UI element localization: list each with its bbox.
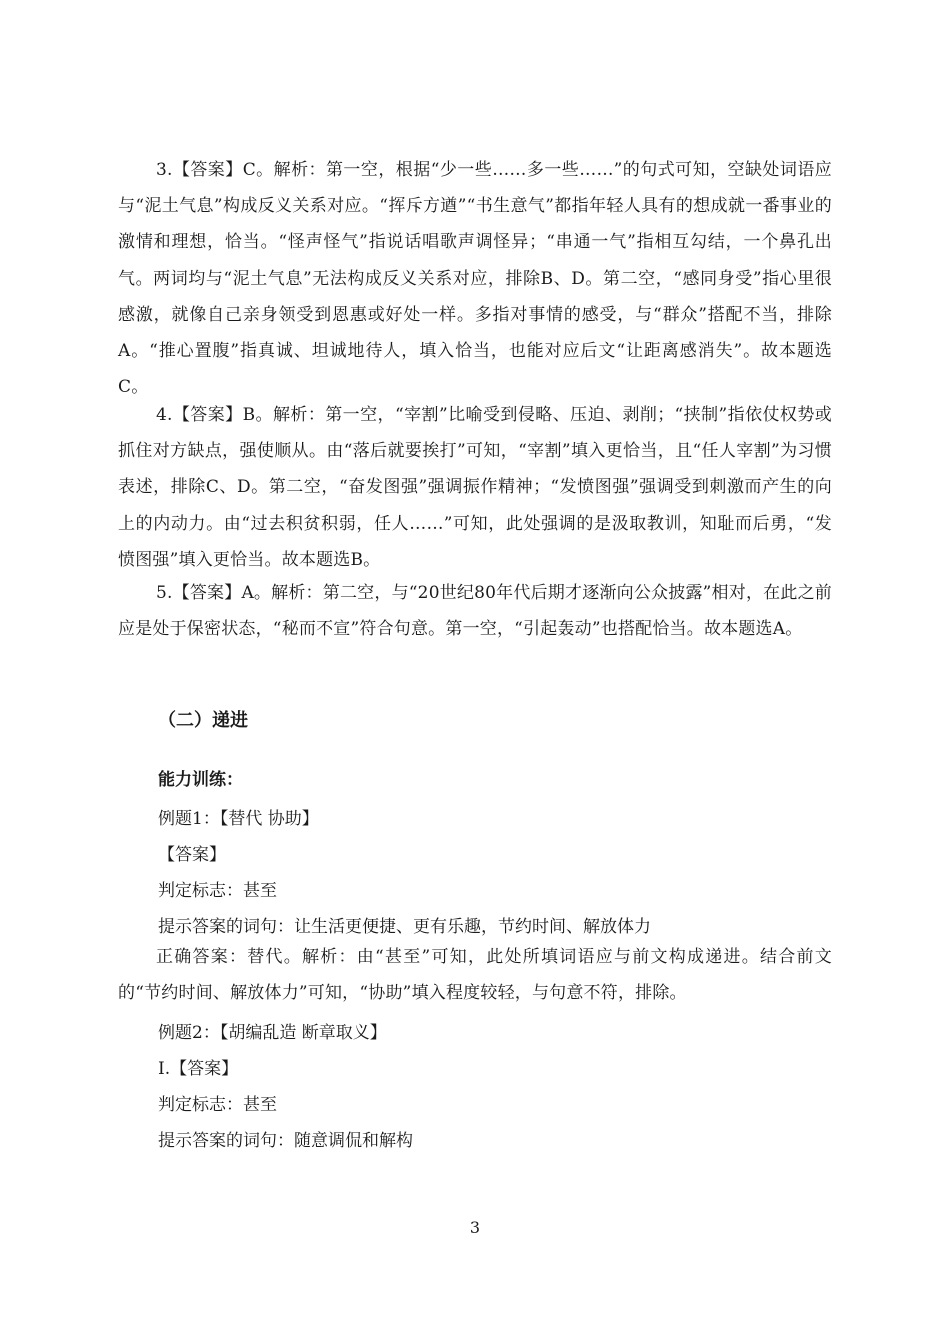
paragraph-text: 4.【答案】B。解析：第一空，“宰割”比喻受到侵略、压迫、剥削；“挟制”指依仗权势或抓住对方缺点，强使顺从。由“落后就要挨打”可知，“宰割”填入更恰当，且“任人宰割”为习惯表述，排除C、D。第二空，“奋发图强”强调振作精神；“发愤图强”强调受到刺激而产生的向上的内动力。由“过去积贫积弱，任人……”可知，此处强调的是汲取教训，知耻而后勇，“发愤图强”填入更恰当。故本题选B。 <box>118 405 832 570</box>
example-2-hint: 提示答案的词句：随意调侃和解构 <box>158 1131 413 1151</box>
paragraph-text: 5.【答案】A。解析：第二空，与“20世纪80年代后期才逐渐向公众披露”相对，在此之前应是处于保密状态，“秘而不宣”符合句意。第一空，“引起轰动”也搭配恰当。故本题选A。 <box>118 583 832 640</box>
section-heading: （二）递进 <box>158 710 248 731</box>
example-1-marker: 判定标志：甚至 <box>158 881 277 901</box>
example-1-answer-label: 【答案】 <box>158 845 226 865</box>
answer-paragraph-3 <box>118 152 832 405</box>
example-1-title: 例题1：【替代 协助】 <box>158 809 319 829</box>
example-1-hint: 提示答案的词句：让生活更便捷、更有乐趣，节约时间、解放体力 <box>158 917 651 937</box>
example-2-marker: 判定标志：甚至 <box>158 1095 277 1115</box>
paragraph-text: 正确答案：替代。解析：由“甚至”可知，此处所填词语应与前文构成递进。结合前文的“节约时间、解放体力”可知，“协助”填入程度较轻，与句意不符，排除。 <box>118 947 832 1004</box>
example-1-correct-answer <box>118 939 832 1011</box>
example-2-answer-label: Ⅰ.【答案】 <box>158 1059 239 1079</box>
example-2-title: 例题2：【胡编乱造 断章取义】 <box>158 1023 387 1043</box>
answer-paragraph-4 <box>118 397 832 578</box>
answer-paragraph-5 <box>118 575 832 647</box>
training-label: 能力训练： <box>158 770 243 790</box>
paragraph-text: 3.【答案】C。解析：第一空，根据“少一些……多一些……”的句式可知，空缺处词语应与“泥土气息”构成反义关系对应。“挥斥方遒”“书生意气”都指年轻人具有的想成就一番事业的激情和理想，恰当。“怪声怪气”指说话唱歌声调怪异；“串通一气”指相互勾结，一个鼻孔出气。两词均与“泥土气息”无法构成反义关系对应，排除B、D。第二空，“感同身受”指心里很感激，就像自己亲身领受到恩惠或好处一样。多指对事情的感受，与“群众”搭配不当，排除A。“推心置腹”指真诚、坦诚地待人，填入恰当，也能对应后文“让距离感消失”。故本题选C。 <box>118 160 832 398</box>
page-number: 3 <box>469 1218 481 1237</box>
